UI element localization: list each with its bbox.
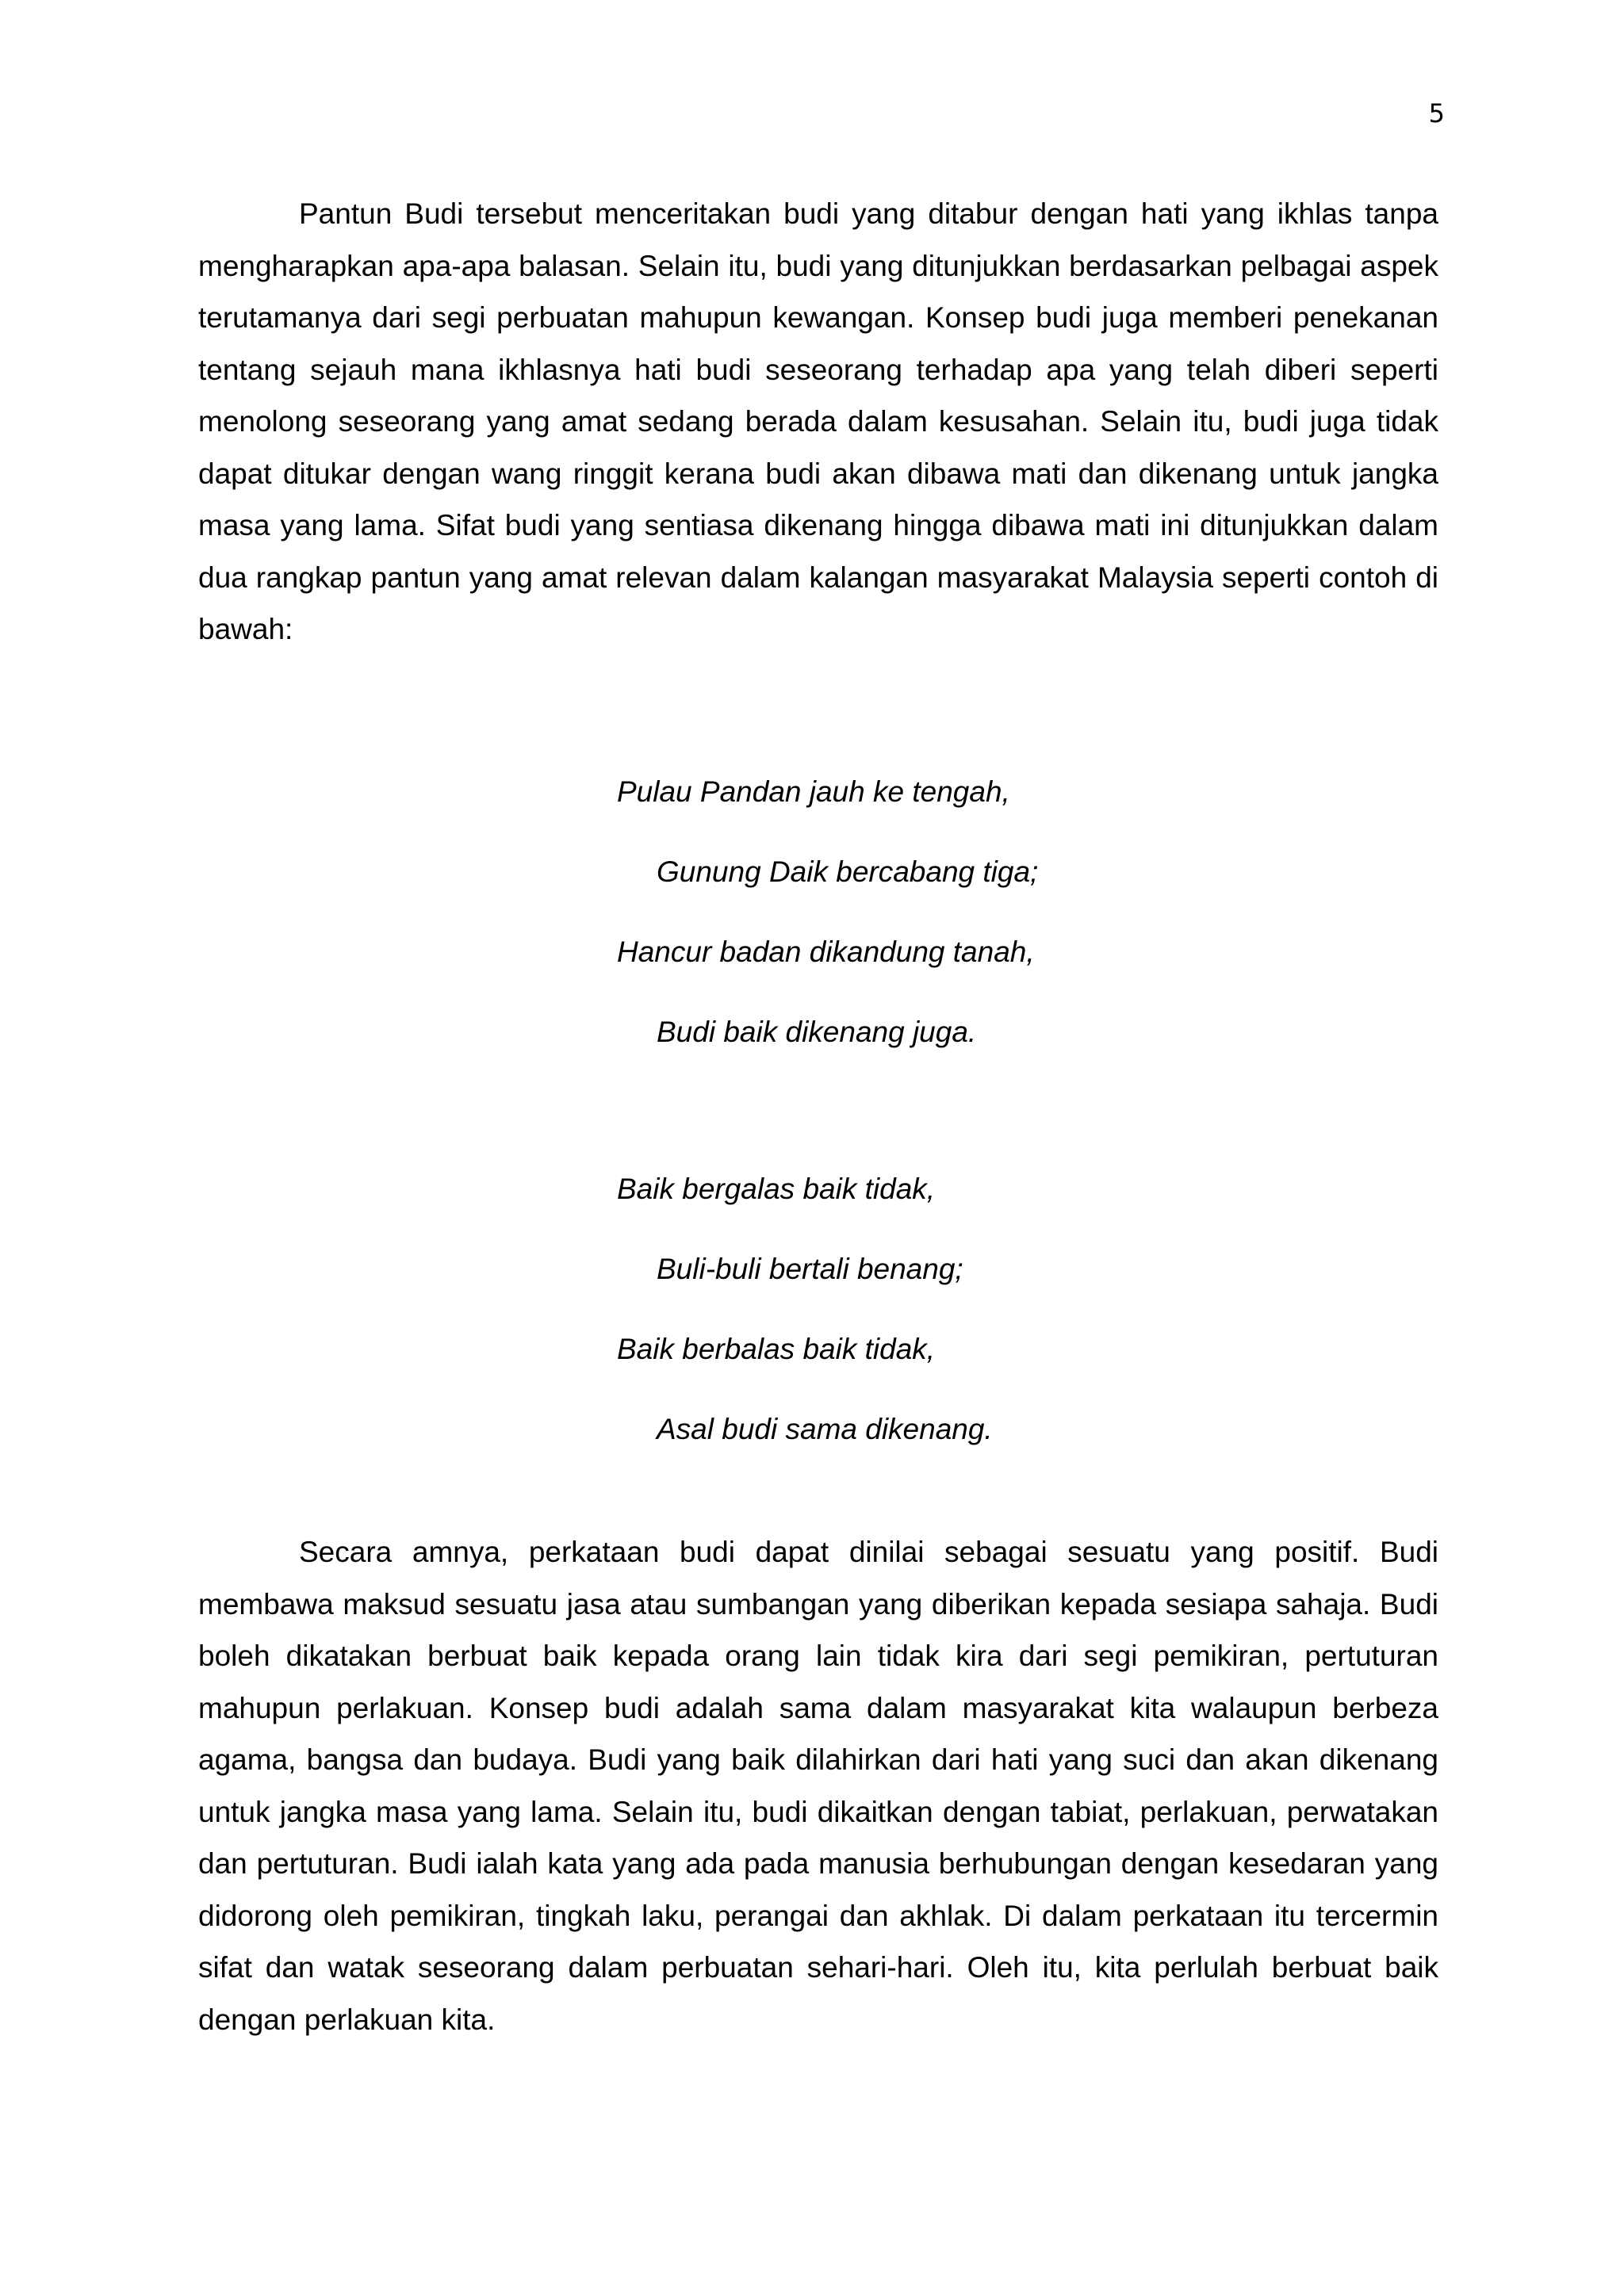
pantun-line: Gunung Daik bercabang tiga;	[657, 855, 1039, 888]
pantun-line: Hancur badan dikandung tanah,	[617, 936, 1035, 968]
pantun-line: Baik bergalas baik tidak,	[617, 1173, 936, 1205]
pantun-line: Budi baik dikenang juga.	[657, 1016, 977, 1048]
pantun-line: Pulau Pandan jauh ke tengah,	[617, 775, 1010, 808]
pantun-stanza	[617, 772, 1172, 1093]
paragraph-conclusion: Secara amnya, perkataan budi dapat dinilai sebagai sesuatu yang positif. Budi membawa maksud sesuatu jasa atau sumbangan yang diberikan kepada sesiapa sahaja. Budi boleh dikatakan berbuat baik kepada orang lain tidak kira dari segi pemikiran, pertuturan mahupun perlakuan. Konsep budi adalah sama dalam masyarakat kita walaupun berbeza agama, bangsa dan budaya. Budi yang baik dilahirkan dari hati yang suci dan akan dikenang untuk jangka masa yang lama. Selain itu, budi dikaitkan dengan tabiat, perlakuan, perwatakan dan pertuturan. Budi ialah kata yang ada pada manusia berhubungan dengan kesedaran yang didorong oleh pemikiran, tingkah laku, perangai dan akhlak. Di dalam perkataan itu tercermin sifat dan watak seseorang dalam perbuatan sehari-hari. Oleh itu, kita perlulah berbuat baik dengan perlakuan kita.	[198, 1536, 1438, 2036]
pantun-line: Asal budi sama dikenang.	[657, 1413, 993, 1445]
paragraph-intro: Pantun Budi tersebut menceritakan budi yang ditabur dengan hati yang ikhlas tanpa mengharapkan apa-apa balasan. Selain itu, budi yang ditunjukkan berdasarkan pelbagai aspek terutamanya dari segi perbuatan mahupun kewangan. Konsep budi juga memberi penekanan tentang sejauh mana ikhlasnya hati budi seseorang terhadap apa yang telah diberi seperti menolong seseorang yang amat sedang berada dalam kesusahan. Selain itu, budi juga tidak dapat ditukar dengan wang ringgit kerana budi akan dibawa mati dan dikenang untuk jangka masa yang lama. Sifat budi yang sentiasa dikenang hingga dibawa mati ini ditunjukkan dalam dua rangkap pantun yang amat relevan dalam kalangan masyarakat Malaysia seperti contoh di bawah:	[198, 197, 1438, 645]
pantun-line: Baik berbalas baik tidak,	[617, 1333, 936, 1365]
page-number: 5	[1428, 98, 1445, 128]
pantun-stanza	[617, 1169, 1172, 1490]
pantun-line: Buli-buli bertali benang;	[657, 1253, 963, 1285]
